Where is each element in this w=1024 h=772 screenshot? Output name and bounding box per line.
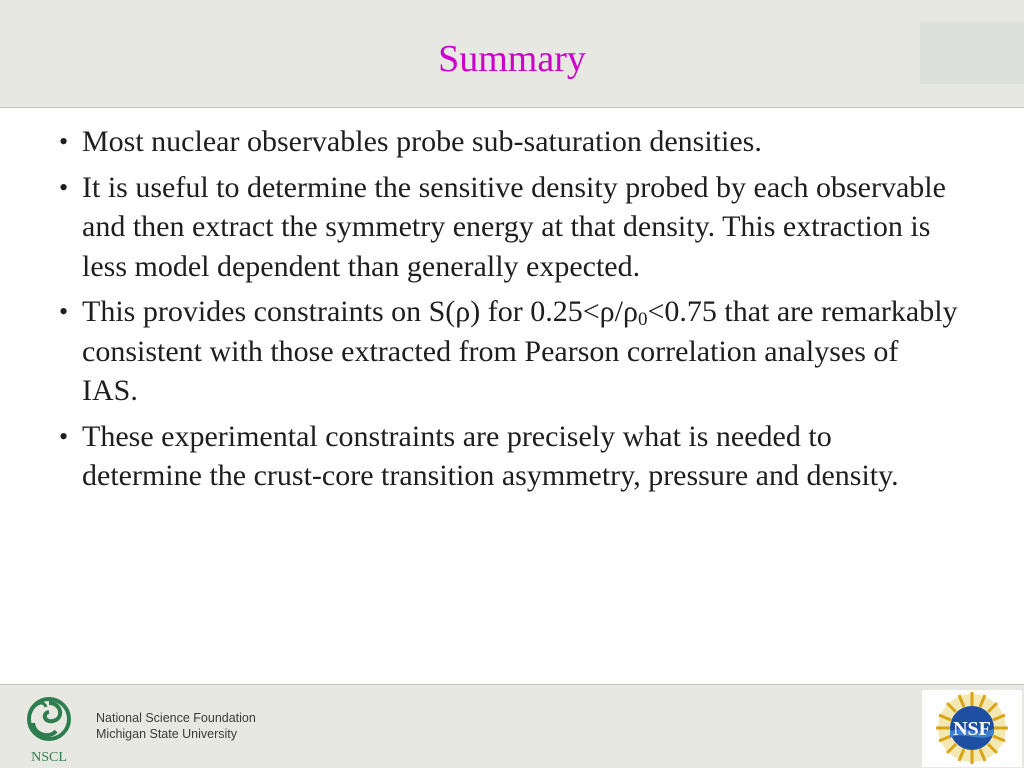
- footer-credits: [96, 711, 256, 742]
- nsf-logo: [922, 690, 1022, 767]
- bullet-marker: •: [59, 421, 69, 451]
- footer-line-foundation: National Science Foundation: [96, 711, 256, 725]
- slide-title: Summary: [438, 38, 586, 80]
- nscl-logo-text: NSCL: [31, 750, 67, 765]
- bullet-marker: •: [59, 297, 69, 326]
- bullet-text-continued: <0.75 that are remarkably consistent with those extracted from Pearson correlation analyses of IAS.: [82, 295, 958, 407]
- bullet-marker: •: [59, 127, 69, 156]
- bullet-list: [58, 122, 958, 502]
- bullet-text: This provides constraints on S(ρ) for 0.25<ρ/ρ: [82, 295, 638, 328]
- bullet-text: These experimental constraints are precisely what is needed to determine the crust-core transition asymmetry, pressure and density.: [82, 419, 899, 492]
- bullet-item: [58, 122, 958, 162]
- bullet-text: It is useful to determine the sensitive density probed by each observable and then extract the symmetry energy at that density. This extraction is less model dependent than generally expected.: [82, 170, 946, 283]
- slide-header: [0, 0, 1024, 108]
- slide-footer: [0, 684, 1024, 768]
- bullet-item: [58, 168, 958, 287]
- nscl-logo: [20, 693, 78, 765]
- nsf-logo-text: NSF: [953, 718, 991, 740]
- bullet-item: [58, 292, 958, 411]
- nsf-emblem: [922, 690, 1022, 767]
- bullet-text: Most nuclear observables probe sub-saturation densities.: [82, 125, 762, 158]
- bullet-item: [58, 417, 958, 496]
- subscript-zero: 0: [637, 309, 648, 330]
- footer-line-university: Michigan State University: [96, 726, 238, 741]
- bullet-marker: •: [59, 172, 69, 202]
